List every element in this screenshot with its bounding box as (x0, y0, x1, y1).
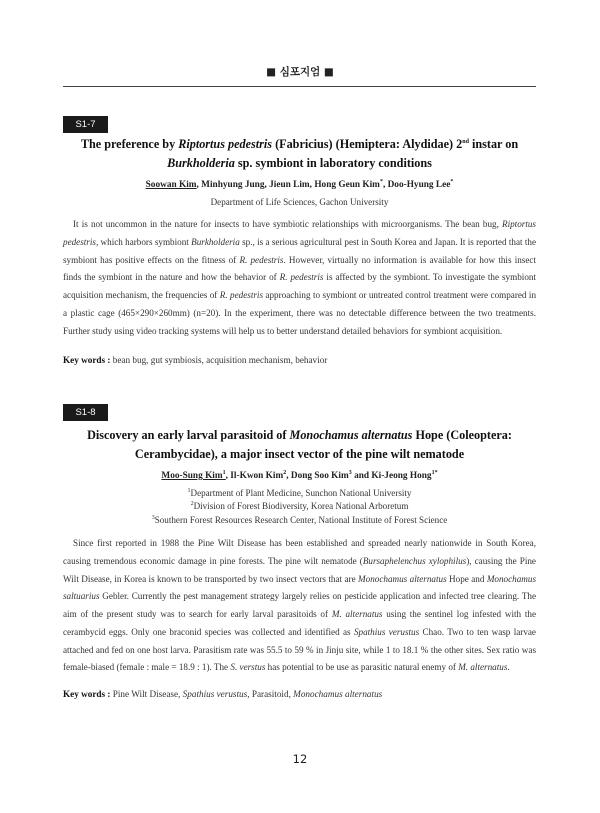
keywords (63, 355, 536, 365)
abstract-title: Discovery an early larval parasitoid of Monochamus alternatus Hope (Coleoptera: Cerambycidae), a major insect vector of the pine wilt nematode (87, 428, 512, 461)
abstract-title: The preference by Riptortus pedestris (Fabricius) (Hemiptera: Alydidae) 2nd instar on Burkholderia sp. symbiont in laboratory conditions (80, 137, 519, 170)
keywords-label: Key words : (63, 689, 111, 699)
abstract-tag: S1-7 (63, 116, 108, 133)
keywords-text: Pine Wilt Disease, Spathius verustus, Parasitoid, Monochamus alternatus (112, 689, 383, 699)
keywords-text: bean bug, gut symbiosis, acquisition mechanism, behavior (112, 355, 328, 365)
keywords-label: Key words : (63, 355, 111, 365)
author-list: Moo-Sung Kim$^1$, Il-Kwon Kim$^2$, Dong Soo Kim$^3$ and Ki-Jeong Hong$^{1*}$ (161, 469, 438, 481)
header-rule (63, 86, 536, 87)
abstract-body: Since first reported in 1988 the Pine Wilt Disease has been established and spreaded nearly nationwide in South Korea, causing tremendous economic damage in pine forests. The pine wilt nematode (Bursaphelenchus xylophilus), causing the Pine Wilt Disease, in Korea is known to be transported by two insect vectors that are Monochamus alternatus Hope and Monochamus saltuarius Gebler. Currently the pest management strategy largely relies on pesticide application and infected tree clearing. The aim of the present study was to search for early larval parasitoids of M. alternatus using the sentinel log infested with the cerambycid eggs. Only one braconid species was collected and identified as Spathius verustus Chao. Two to ten wasp larvae attached and fed on one host larva. Parasitism rate was 55.5 to 59 % in Jinju site, while 1 to 18.1 % the other sites. Sex ratio was female-biased (female : male = 18.9 : 1). The S. verstus has potential to be use as parasitic natural enemy of M. alternatus. (63, 538, 537, 673)
abstract-tag: S1-8 (63, 404, 108, 421)
affiliation: Department of Life Sciences, Gachon University (210, 197, 389, 207)
affiliation: $^1$Department of Plant Medicine, Sunchon National University $^2$Division of Forest Biodiversity, Korea National Arboretum $^3$Southern Forest Resources Research Center, National Institute of Forest Science (151, 487, 448, 525)
abstract-body: It is not uncommon in the nature for insects to have symbiotic relationships with microorganisms. The bean bug, Riptortus pedestris, which harbors symbiont Burkholderia sp., is a serious agricultural pest in South Korea and Japan. It is reported that the symbiont has positive effects on the fitness of R. pedestris. However, virtually no information is available for how this insect finds the symbiont in the nature and how the behavior of R. pedestris is affected by the symbiont. To investigate the symbiont acquisition mechanism, the frequencies of R. pedestris approaching to symbiont or untreated control treatment were compared in a plastic cage (465×290×260mm) (n=20). In the experiment, there was no detectable difference between the two treatments. Further study using video tracking systems will help us to better understand detailed behaviors for symbiont acquisition. (63, 219, 537, 336)
keywords (63, 689, 536, 699)
author-list: Soowan Kim, Minhyung Jung, Jieun Lim, Hong Geun Kim*, Doo-Hyung Lee* (145, 178, 454, 190)
section-header: ■ 심포지엄 ■ (266, 66, 334, 78)
page-number: 12 (292, 752, 308, 766)
